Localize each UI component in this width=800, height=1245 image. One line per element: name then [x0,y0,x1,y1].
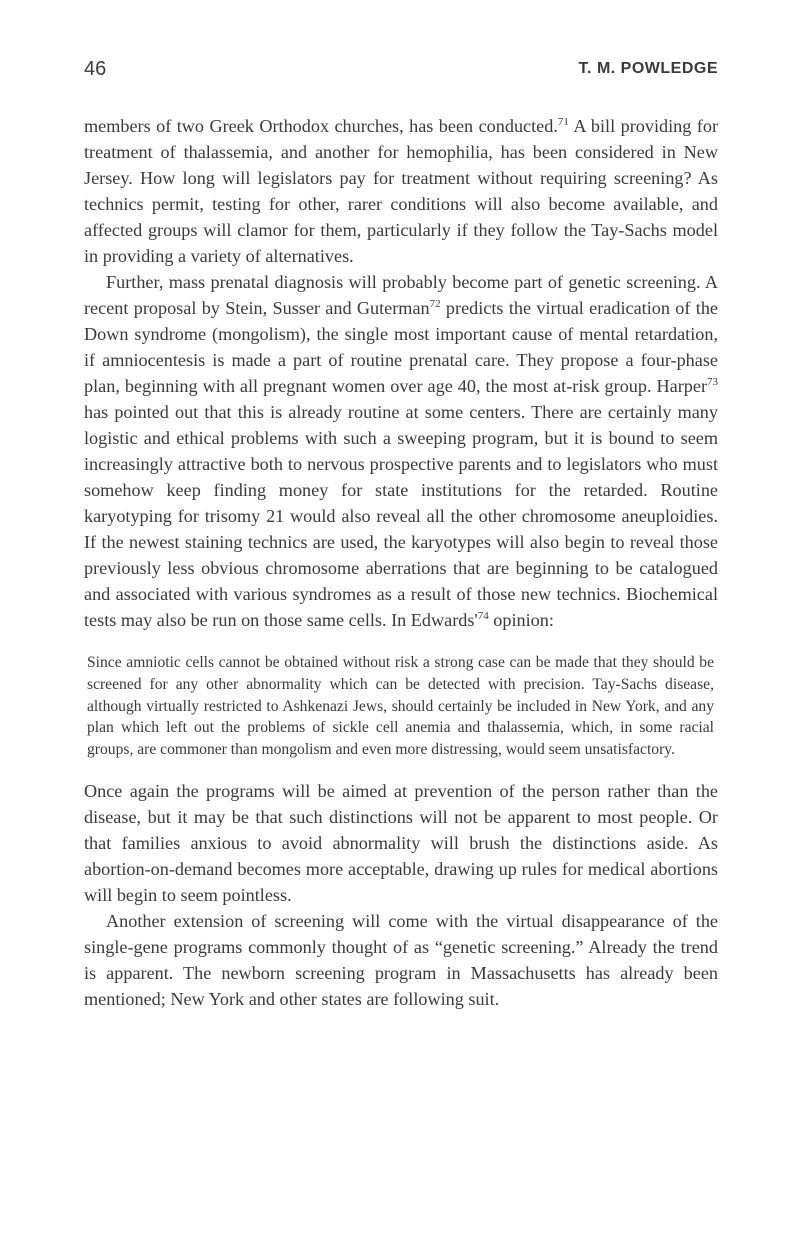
paragraph-1 [84,113,718,269]
paragraph-2-text-b: predicts the virtual eradication of the Down syndrome (mongolism), the single most important cause of mental retardation, if amniocentesis is made a part of routine prenatal care. They propose a four-phase plan, beginning with all pregnant women over age 40, the most at-risk group. Harper [84,298,718,396]
page-header [84,58,718,88]
paragraph-2-text-d: opinion: [488,610,554,630]
running-head: T. M. POWLEDGE [578,60,718,77]
final-paragraph: Another extension of screening will come with the virtual disappearance of the single-gene programs commonly thought of as “genetic screening.” Already the trend is apparent. The newborn screening program in Massachusetts has already been mentioned; New York and other states are following suit. [84,910,718,1009]
footnote-ref-72: 72 [429,298,441,310]
block-quote [87,652,714,761]
body-text [84,113,718,1012]
paragraph-1-text-b: A bill providing for treatment of thalassemia, and another for hemophilia, has been considered in New Jersey. How long will legislators pay for treatment without requiring screening? As technics permit, testing for other, rarer conditions will also become available, and affected groups will clamor for them, particularly if they follow the Tay-Sachs model in providing a variety of alternatives. [84,116,718,266]
page-number: 46 [84,58,107,80]
footnote-ref-73: 73 [707,376,718,388]
paragraph-2-text-a: Further, mass prenatal diagnosis will probably become part of genetic screening. A recent proposal by Stein, Susser and Guterman [84,272,718,318]
paragraph-2-text-c: has pointed out that this is already routine at some centers. There are certainly many logistic and ethical problems with such a sweeping program, but it is bound to seem increasingly attractive both to nervous prospective parents and to legislators who must somehow keep finding money for state institutions for the retarded. Routine karyotyping for trisomy 21 would also reveal all the other chromosome aneuploidies. If the newest staining technics are used, the karyotypes will also begin to reveal those previously less obvious chromosome aberrations that are beginning to be catalogued and associated with various syndromes as a result of those new technics. Biochemical tests may also be run on those same cells. In Edwards' [84,402,718,630]
block-quote-text: Since amniotic cells cannot be obtained without risk a strong case can be made that they should be screened for any other abnormality which can be detected with precision. Tay-Sachs disease, although virtually restricted to Ashkenazi Jews, should certainly be included in New York, and any plan which left out the problems of sickle cell anemia and thalassemia, which, in some racial groups, are commoner than mongolism and even more distressing, would seem unsatisfactory. [87,654,714,759]
paragraph-2 [84,269,718,633]
footnote-ref-74: 74 [477,610,489,622]
paragraph-1-text-a: members of two Greek Orthodox churches, has been conducted. [84,116,558,136]
footnote-ref-71: 71 [557,116,569,128]
paragraph-after-quote: Once again the programs will be aimed at prevention of the person rather than the disease, but it may be that such distinctions will not be apparent to most people. Or that families anxious to avoid abnormality will brush the distinctions aside. As abortion-on-demand becomes more acceptable, drawing up rules for medical abortions will begin to seem pointless. [84,780,718,905]
